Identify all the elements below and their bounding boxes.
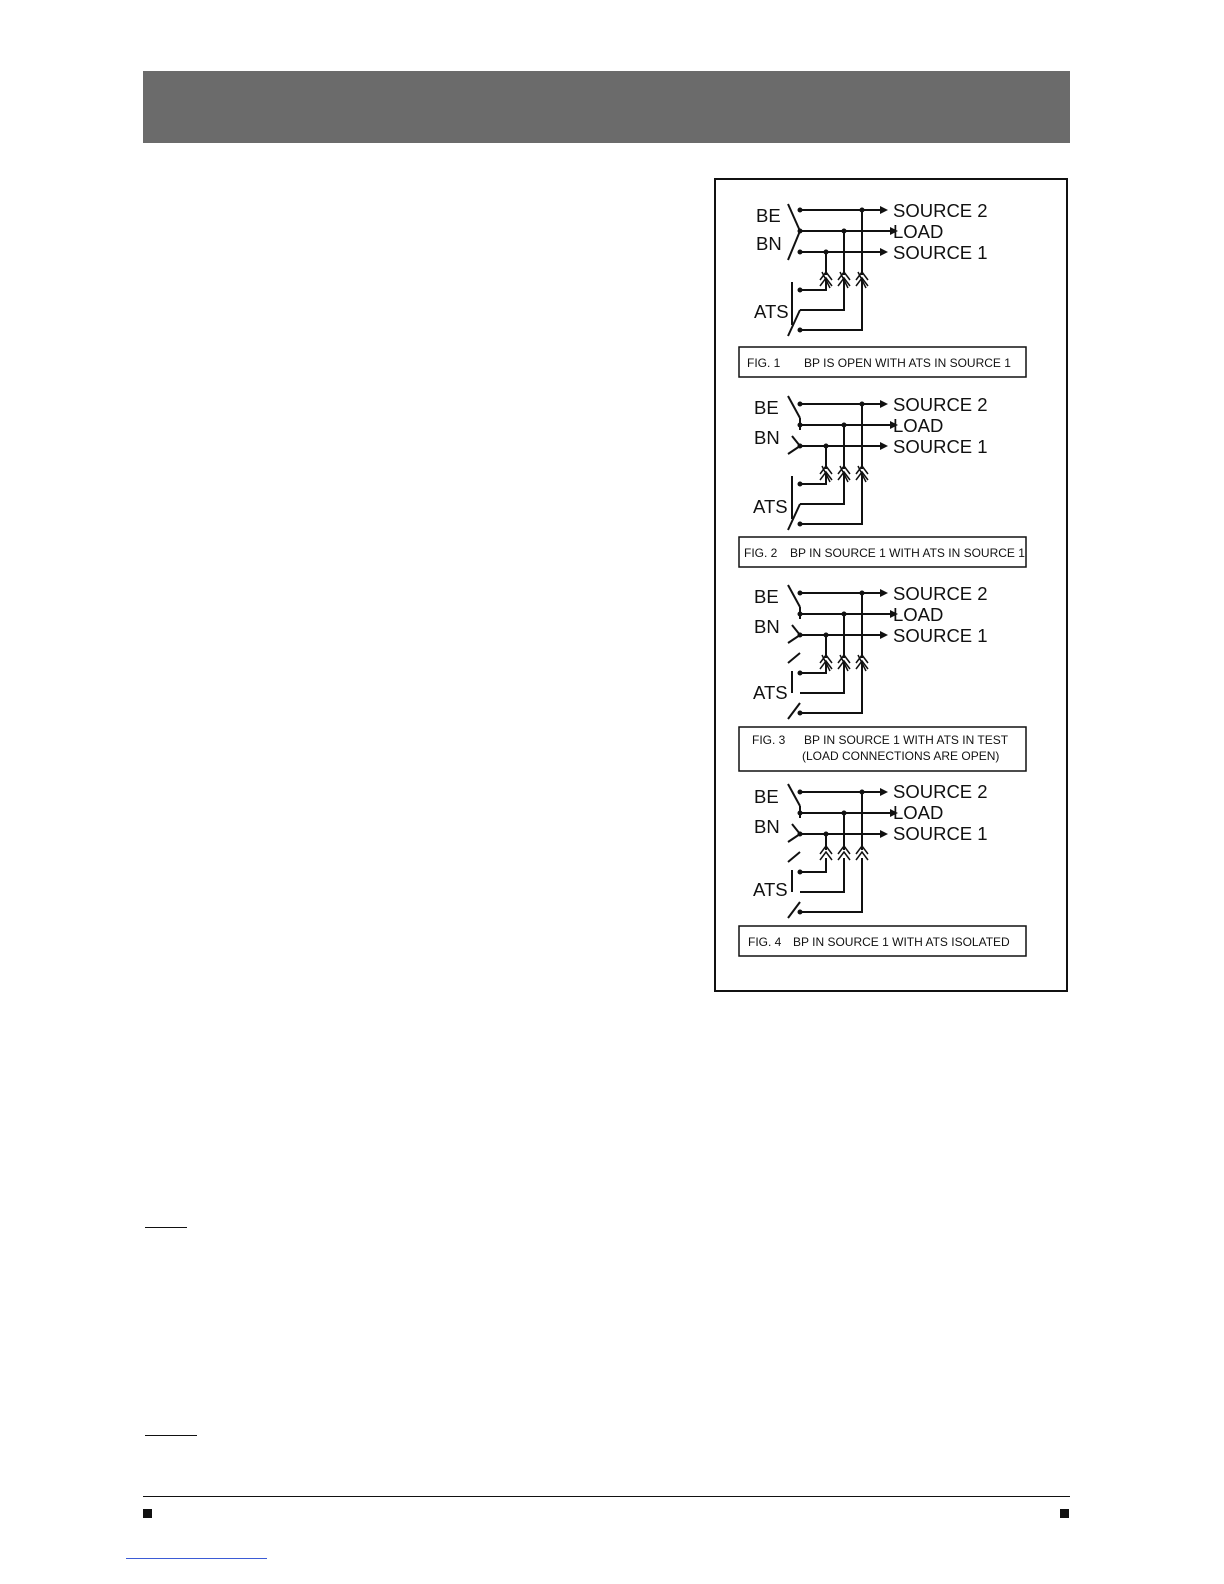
footer-square-left-icon [143,1509,152,1518]
source2-arrow-icon [880,400,888,408]
bn-label: BN [754,816,780,837]
caption-text: BP IS OPEN WITH ATS IN SOURCE 1 [804,356,1011,370]
bypass-diagram-svg [716,180,1070,994]
caption-text-line2: (LOAD CONNECTIONS ARE OPEN) [802,749,1000,763]
caption-number: FIG. 4 [748,935,782,949]
source2-arrow-icon [880,788,888,796]
source2-label: SOURCE 2 [893,394,988,415]
be-label: BE [754,586,779,607]
source1-arrow-icon [880,442,888,450]
load-label: LOAD [893,802,944,823]
source2-arrow-icon [880,206,888,214]
source1-arrow-icon [880,631,888,639]
footer-link-underline[interactable] [126,1558,267,1559]
load-label: LOAD [893,415,944,436]
bypass-diagram-panel [714,178,1068,992]
load-label: LOAD [893,221,944,242]
underline-mark-1 [145,1227,187,1228]
caption-number: FIG. 2 [744,546,778,560]
source1-label: SOURCE 1 [893,436,988,457]
footer-rule [143,1496,1070,1497]
source2-arrow-icon [880,589,888,597]
source1-arrow-icon [880,248,888,256]
caption-number: FIG. 3 [752,733,786,747]
ats-label: ATS [753,879,788,900]
underline-mark-2 [145,1435,197,1436]
footer-square-right-icon [1060,1509,1069,1518]
ats-label: ATS [754,301,789,322]
caption-text: BP IN SOURCE 1 WITH ATS IN TEST [804,733,1009,747]
source1-arrow-icon [880,830,888,838]
figure-2 [739,394,1026,567]
bn-label: BN [756,233,782,254]
figure-1 [739,200,1026,377]
source2-label: SOURCE 2 [893,583,988,604]
caption-number: FIG. 1 [747,356,781,370]
caption-text: BP IN SOURCE 1 WITH ATS IN SOURCE 1 [790,546,1025,560]
be-label: BE [754,786,779,807]
load-label: LOAD [893,604,944,625]
bn-label: BN [754,616,780,637]
header-bar [143,71,1070,143]
source1-label: SOURCE 1 [893,625,988,646]
bn-label: BN [754,427,780,448]
source2-label: SOURCE 2 [893,200,988,221]
source1-label: SOURCE 1 [893,823,988,844]
ats-label: ATS [753,682,788,703]
source2-label: SOURCE 2 [893,781,988,802]
source1-label: SOURCE 1 [893,242,988,263]
caption-text: BP IN SOURCE 1 WITH ATS ISOLATED [793,935,1010,949]
be-label: BE [754,397,779,418]
be-label: BE [756,205,781,226]
figure-3 [739,583,1026,771]
ats-label: ATS [753,496,788,517]
figure-4 [739,781,1026,956]
